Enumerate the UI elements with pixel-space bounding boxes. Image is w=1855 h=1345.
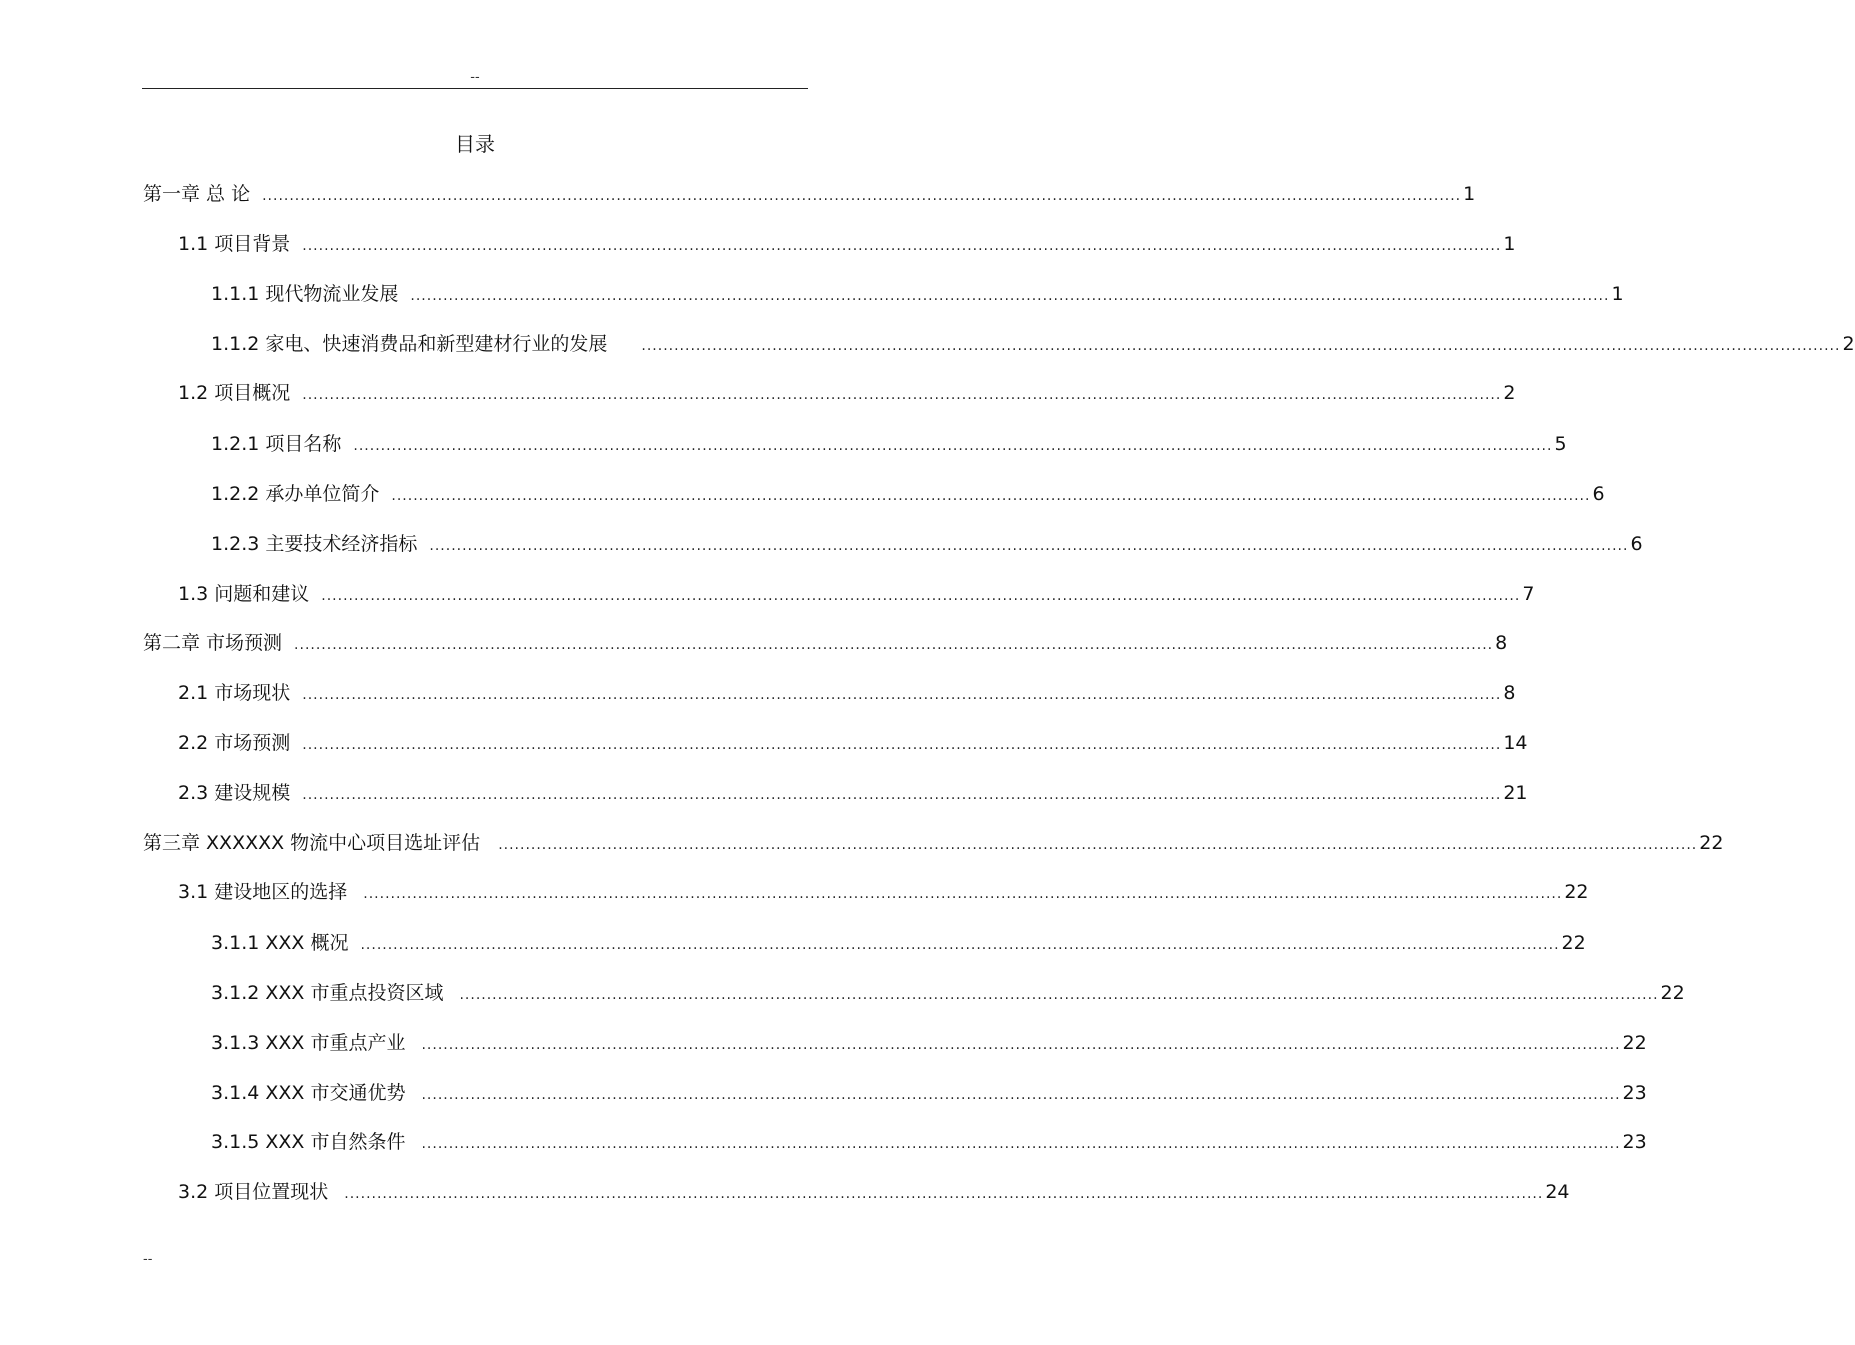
dot-leader: ............................................................................................................................................................................................................................ <box>641 338 1841 354</box>
toc-entry-page: 24 <box>1545 1181 1570 1203</box>
dot-leader: ............................................................................................................................................................................................................................ <box>302 737 1502 753</box>
dot-leader: ............................................................................................................................................................................................................................ <box>498 837 1698 853</box>
toc-entry[interactable] <box>143 179 1476 205</box>
toc-entry-label: 3.1.2 XXX 市重点投资区域 <box>211 982 444 1004</box>
toc-entry-label: 1.2.3 主要技术经济指标 <box>211 533 418 555</box>
toc-entry[interactable] <box>178 728 1528 754</box>
toc-entry-label: 3.1.3 XXX 市重点产业 <box>211 1032 406 1054</box>
toc-entry-label: 第二章 市场预测 <box>143 632 283 654</box>
header-rule <box>142 88 808 89</box>
toc-entry-label: 3.2 项目位置现状 <box>178 1181 329 1203</box>
toc-entry-label: 2.2 市场预测 <box>178 732 291 754</box>
toc-entry[interactable] <box>178 1177 1570 1203</box>
dot-leader: ............................................................................................................................................................................................................................ <box>262 188 1462 204</box>
toc-entry-label: 1.2.2 承办单位简介 <box>211 483 380 505</box>
toc-entry[interactable] <box>143 628 1508 654</box>
toc-entry-page: 5 <box>1554 433 1567 455</box>
toc-entry[interactable] <box>178 678 1516 704</box>
dot-leader: ............................................................................................................................................................................................................................ <box>302 687 1502 703</box>
toc-entry-label: 2.3 建设规模 <box>178 782 291 804</box>
toc-entry[interactable] <box>211 479 1605 505</box>
toc-entry-page: 7 <box>1522 583 1535 605</box>
toc-entry-page: 6 <box>1592 483 1605 505</box>
toc-entry-page: 2 <box>1503 382 1516 404</box>
dot-leader: ............................................................................................................................................................................................................................ <box>421 1136 1621 1152</box>
dot-leader: ............................................................................................................................................................................................................................ <box>302 787 1502 803</box>
toc-entry-label: 1.1.1 现代物流业发展 <box>211 283 399 305</box>
toc-entry[interactable] <box>178 229 1516 255</box>
toc-entry[interactable] <box>178 778 1528 804</box>
toc-entry-label: 3.1.4 XXX 市交通优势 <box>211 1082 406 1104</box>
dot-leader: ............................................................................................................................................................................................................................ <box>321 588 1521 604</box>
toc-entry-page: 6 <box>1630 533 1643 555</box>
toc-entry-page: 21 <box>1503 782 1528 804</box>
toc-title: 目录 <box>455 132 495 156</box>
toc-entry-label: 1.2.1 项目名称 <box>211 433 342 455</box>
toc-entry[interactable] <box>211 329 1855 355</box>
toc-entry[interactable] <box>211 1078 1647 1104</box>
toc-entry-label: 2.1 市场现状 <box>178 682 291 704</box>
toc-entry[interactable] <box>211 928 1586 954</box>
toc-entry-label: 1.1 项目背景 <box>178 233 291 255</box>
toc-entry-label: 3.1.5 XXX 市自然条件 <box>211 1131 406 1153</box>
dot-leader: ............................................................................................................................................................................................................................ <box>302 387 1502 403</box>
toc-entry-page: 22 <box>1564 881 1589 903</box>
toc-entry-page: 1 <box>1503 233 1516 255</box>
dot-leader: ............................................................................................................................................................................................................................ <box>421 1037 1621 1053</box>
toc-entry[interactable] <box>178 378 1516 404</box>
dot-leader: ............................................................................................................................................................................................................................ <box>294 637 1494 653</box>
toc-entry-page: 22 <box>1622 1032 1647 1054</box>
toc-entry-page: 22 <box>1699 832 1724 854</box>
toc-entry[interactable] <box>211 429 1567 455</box>
toc-entry[interactable] <box>143 828 1724 854</box>
dot-leader: ............................................................................................................................................................................................................................ <box>459 987 1659 1003</box>
toc-entry-page: 14 <box>1503 732 1528 754</box>
toc-entry-label: 3.1.1 XXX 概况 <box>211 932 349 954</box>
toc-entry-label: 1.1.2 家电、快速消费品和新型建材行业的发展 <box>211 333 608 355</box>
page-header-mark: -- <box>470 70 480 85</box>
toc-entry-page: 22 <box>1561 932 1586 954</box>
toc-entry-page: 1 <box>1611 283 1624 305</box>
toc-entry-page: 1 <box>1463 183 1476 205</box>
toc-entry[interactable] <box>211 279 1624 305</box>
toc-entry-label: 1.3 问题和建议 <box>178 583 310 605</box>
toc-entry-label: 第一章 总 论 <box>143 183 251 205</box>
toc-entry-page: 2 <box>1842 333 1855 355</box>
toc-entry-page: 8 <box>1503 682 1516 704</box>
toc-entry[interactable] <box>178 877 1589 903</box>
dot-leader: ............................................................................................................................................................................................................................ <box>353 438 1553 454</box>
toc-entry-label: 1.2 项目概况 <box>178 382 291 404</box>
dot-leader: ............................................................................................................................................................................................................................ <box>429 538 1629 554</box>
dot-leader: ............................................................................................................................................................................................................................ <box>344 1186 1544 1202</box>
dot-leader: ............................................................................................................................................................................................................................ <box>360 937 1560 953</box>
toc-entry-page: 22 <box>1660 982 1685 1004</box>
toc-entry-page: 8 <box>1495 632 1508 654</box>
dot-leader: ............................................................................................................................................................................................................................ <box>302 238 1502 254</box>
toc-entry-label: 第三章 XXXXXX 物流中心项目选址评估 <box>143 832 481 854</box>
dot-leader: ............................................................................................................................................................................................................................ <box>363 886 1563 902</box>
dot-leader: ............................................................................................................................................................................................................................ <box>391 488 1591 504</box>
dot-leader: ............................................................................................................................................................................................................................ <box>410 288 1610 304</box>
toc-entry-page: 23 <box>1622 1131 1647 1153</box>
toc-entry[interactable] <box>211 1127 1647 1153</box>
toc-entry[interactable] <box>211 529 1643 555</box>
toc-entry[interactable] <box>211 978 1685 1004</box>
toc-entry[interactable] <box>211 1028 1647 1054</box>
toc-entry-page: 23 <box>1622 1082 1647 1104</box>
dot-leader: ............................................................................................................................................................................................................................ <box>421 1087 1621 1103</box>
page-footer-mark: -- <box>143 1252 153 1267</box>
toc-entry-label: 3.1 建设地区的选择 <box>178 881 348 903</box>
toc-entry[interactable] <box>178 579 1535 605</box>
